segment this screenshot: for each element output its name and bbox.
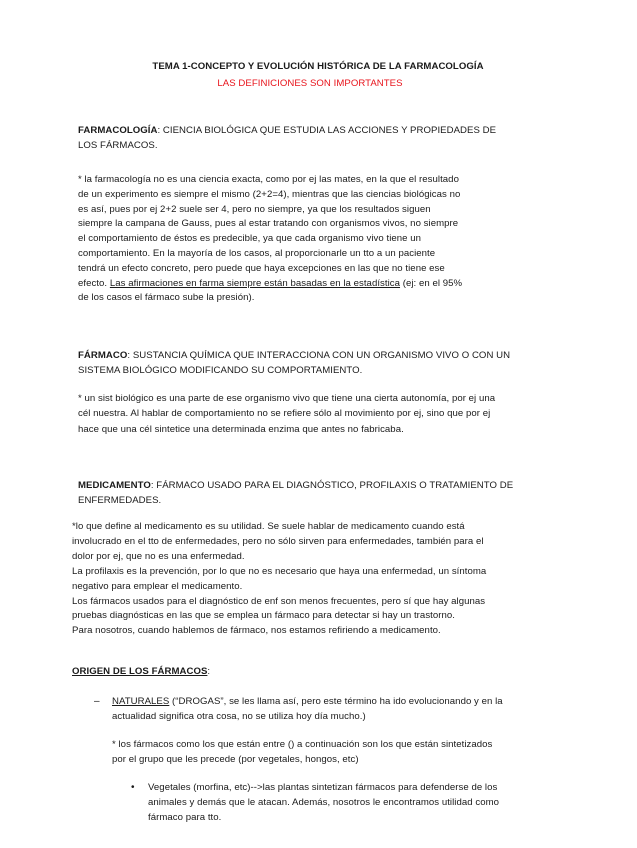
dash-marker: –: [94, 696, 100, 707]
vegetales-line: [148, 782, 497, 794]
medicamento-note-line: [72, 596, 485, 608]
farmacologia-note-line: [78, 263, 445, 275]
farmacologia-note-line: [78, 278, 462, 290]
naturales-line: [112, 696, 503, 708]
farmacologia-note-line: [78, 292, 254, 304]
text-segment: por el grupo que les precede (por vegetales, hongos, etc): [112, 754, 359, 765]
text-segment: de los casos el fármaco sube la presión).: [78, 292, 255, 304]
text-segment: LOS FÁRMACOS.: [78, 140, 158, 151]
text-segment: fármaco para tto.: [148, 812, 222, 823]
text-segment: (ej: en el 95%: [400, 277, 463, 289]
text-segment: Para nosotros, cuando hablemos de fármaco, nos estamos refiriendo a medicamento.: [72, 625, 441, 637]
text-segment: es así, pues por ej 2+2 suele ser 4, pero no siempre, ya que los resultados siguen: [78, 203, 431, 215]
text-segment: actualidad significa otra cosa, no se utiliza hoy día mucho.): [112, 711, 366, 722]
text-segment: involucrado en el tto de enfermedades, pero no sólo sirven para enfermedades, también para el: [72, 535, 484, 547]
text-segment: SISTEMA BIOLÓGICO MODIFICANDO SU COMPORTAMIENTO.: [78, 365, 363, 376]
naturales-note-line: [112, 754, 359, 766]
vegetales-line: [148, 812, 221, 824]
naturales-note-line: [112, 739, 492, 751]
text-segment: : CIENCIA BIOLÓGICA QUE ESTUDIA LAS ACCIONES Y PROPIEDADES DE: [157, 125, 497, 136]
medicamento-note-line: [72, 625, 441, 637]
text-segment: cél nuestra. Al hablar de comportamiento no se refiere sólo al movimiento por ej, sino que por ej: [78, 408, 491, 420]
bold-term: FARMACOLOGÍA: [78, 125, 158, 136]
medicamento-note-line: [72, 566, 486, 578]
text-segment: *lo que define al medicamento es su utilidad. Se suele hablar de medicamento cuando está: [72, 521, 465, 532]
text-segment: (“DROGAS”, se les llama así, pero este término ha ido evolucionando y en la: [169, 696, 503, 707]
text-segment: negativo para emplear el medicamento.: [72, 580, 243, 592]
page-subtitle: LAS DEFINICIONES SON IMPORTANTES: [217, 78, 403, 89]
farmaco-def-line: [78, 350, 510, 362]
text-segment: * los fármacos como los que están entre () a continuación son los que están sintetizados: [112, 739, 493, 750]
underlined-text: Las afirmaciones en farma siempre están basadas en la estadística: [109, 277, 401, 289]
text-segment: comportamiento. En la mayoría de los casos, al proporcionarle un tto a un paciente: [78, 248, 436, 259]
medicamento-note-line: [72, 551, 245, 563]
medicamento-note-line: [72, 521, 465, 533]
bullet-icon: •: [131, 782, 135, 793]
text-segment: hace que una cél sintetice una determinada enzima que antes no fabricaba.: [78, 423, 404, 435]
medicamento-def-line: [78, 480, 513, 492]
farmacologia-note-line: [78, 218, 458, 230]
text-segment: :: [207, 666, 211, 677]
text-segment: efecto.: [78, 277, 110, 289]
farmaco-note-line: [78, 408, 490, 420]
text-segment: animales y demás que le atacan. Además, nosotros le encontramos utilidad como: [148, 797, 500, 808]
text-segment: siempre la campana de Gauss, pues al estar tratando con organismos vivos, no siempre: [78, 218, 459, 230]
farmacologia-note-line: [78, 204, 431, 216]
medicamento-note-line: [72, 610, 455, 622]
farmacologia-def-line: [78, 140, 158, 152]
origen-heading-line: [72, 666, 210, 678]
farmacologia-note-line: [78, 233, 421, 245]
text-segment: de un experimento es siempre el mismo (2+2=4), mientras que las ciencias biológicas no: [78, 188, 461, 200]
farmaco-note-line: [78, 393, 495, 405]
medicamento-note-line: [72, 581, 242, 593]
text-segment: : SUSTANCIA QUÍMICA QUE INTERACCIONA CON UN ORGANISMO VIVO O CON UN: [127, 350, 511, 361]
text-segment: * la farmacología no es una ciencia exacta, como por ej las mates, en la que el resultado: [78, 174, 459, 185]
text-segment: : FÁRMACO USADO PARA EL DIAGNÓSTICO, PROFILAXIS O TRATAMIENTO DE: [150, 480, 514, 491]
text-segment: ENFERMEDADES.: [78, 495, 162, 506]
text-segment: pruebas diagnósticas en las que se emplea un fármaco para detectar si hay un trastorno.: [72, 610, 455, 622]
bold-term: MEDICAMENTO: [78, 480, 151, 491]
farmacologia-note-line: [78, 189, 460, 201]
text-segment: dolor por ej, que no es una enfermedad.: [72, 550, 245, 562]
naturales-line: [112, 711, 366, 723]
bold-term: FÁRMACO: [78, 350, 128, 361]
text-segment: tendrá un efecto concreto, pero puede que haya excepciones en las que no tiene ese: [78, 262, 445, 274]
text-segment: Vegetales (morfina, etc)-->las plantas sintetizan fármacos para defenderse de los: [148, 782, 498, 793]
underlined-text: ORIGEN DE LOS FÁRMACOS: [72, 666, 208, 677]
underlined-text: NATURALES: [112, 696, 170, 707]
text-segment: La profilaxis es la prevención, por lo que no es necesario que haya una enfermedad, un síntoma: [72, 565, 487, 577]
text-segment: * un sist biológico es una parte de ese organismo vivo que tiene una cierta autonomía, por ej una: [78, 393, 496, 404]
medicamento-note-line: [72, 536, 484, 548]
text-segment: el comportamiento de éstos es predecible, ya que cada organismo vivo tiene un: [78, 233, 422, 245]
farmacologia-note-line: [78, 174, 459, 186]
farmacologia-note-line: [78, 248, 435, 260]
page-title: TEMA 1-CONCEPTO Y EVOLUCIÓN HISTÓRICA DE LA FARMACOLOGÍA: [152, 61, 484, 72]
vegetales-line: [148, 797, 499, 809]
medicamento-def-line: [78, 495, 161, 507]
farmacologia-def-line: [78, 125, 496, 137]
farmaco-def-line: [78, 365, 362, 377]
farmaco-note-line: [78, 424, 404, 436]
text-segment: Los fármacos usados para el diagnóstico de enf son menos frecuentes, pero sí que hay algunas: [72, 595, 486, 607]
